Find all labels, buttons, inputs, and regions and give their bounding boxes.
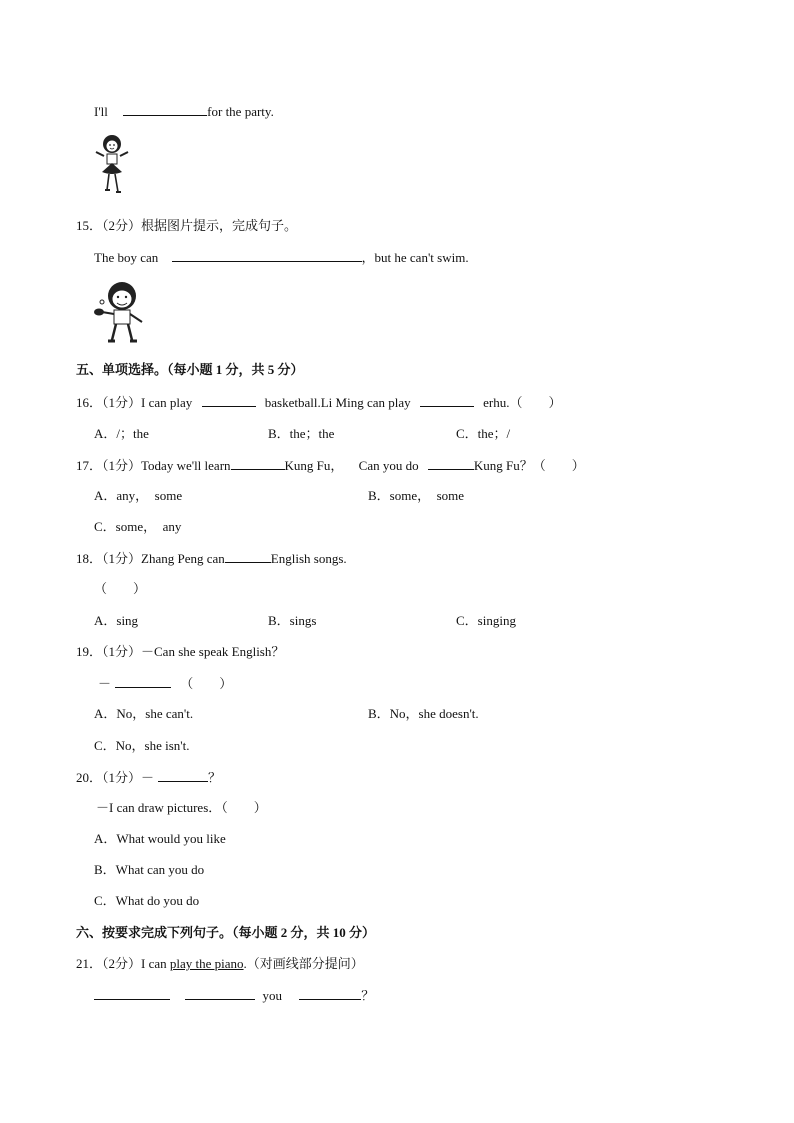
q19-question: －Can she speak English？ (141, 644, 285, 659)
q21-blank-1[interactable] (94, 987, 170, 1000)
q17-blank-2[interactable] (428, 457, 474, 470)
q21-blank-3[interactable] (299, 987, 361, 1000)
q17-option-c[interactable]: C．some， any (94, 519, 182, 534)
dancing-girl-illustration (92, 132, 132, 198)
q20-blank[interactable] (158, 769, 208, 782)
q14-prefix: I'll (94, 104, 108, 119)
q15-instruction: 根据图片提示，完成句子。 (141, 218, 298, 233)
q17-option-b[interactable]: B．some， some (368, 488, 465, 503)
q16-blank-1[interactable] (202, 394, 256, 407)
q17-text-2: Kung Fu， (284, 458, 344, 473)
q19-blank[interactable] (115, 675, 171, 688)
q19-option-c[interactable]: C．No，she isn't. (94, 738, 190, 753)
q17-blank-1[interactable] (231, 457, 285, 470)
section6-title: 六、按要求完成下列句子。（每小题 2 分，共 10 分） (76, 925, 376, 940)
q18-option-c[interactable]: C．singing (456, 613, 516, 628)
q14-suffix: for the party. (207, 104, 274, 119)
q17-text-3: Can you do (358, 458, 419, 473)
q16-blank-2[interactable] (420, 394, 474, 407)
boy-ping-pong-illustration (92, 278, 150, 348)
q14-answer-line (94, 103, 274, 120)
q20-number: 20．（1分） (76, 770, 142, 785)
q19-option-a[interactable]: A．No，she can't. (94, 706, 194, 721)
q16-stem (76, 394, 562, 411)
section5-title: 五、单项选择。（每小题 1 分，共 5 分） (76, 362, 304, 377)
q18-option-b[interactable]: B．sings (268, 613, 317, 628)
q18-stem (76, 550, 347, 567)
q20-dash: － (141, 770, 155, 785)
q15-number: 15．（2分） (76, 218, 142, 233)
q17-text-4: Kung Fu？（ ） (473, 458, 585, 473)
q20-reply: －I can draw pictures．（ ） (96, 800, 267, 815)
q17-number: 17．（1分） (76, 458, 142, 473)
q18-text-2: English songs. (270, 551, 347, 566)
q19-dash: － (98, 676, 112, 691)
q20-question-mark: ？ (208, 770, 222, 785)
q21-text-you: you (262, 988, 282, 1003)
q18-number: 18．（1分） (76, 551, 142, 566)
q21-question-mark: ？ (361, 988, 375, 1003)
q18-option-a[interactable]: A．sing (94, 613, 139, 628)
q17-stem (76, 457, 585, 474)
q18-answer-paren[interactable]: （ ） (94, 581, 147, 596)
q21-text-pre: I can (141, 956, 170, 971)
q15-prefix: The boy can (94, 250, 159, 265)
q21-blank-2[interactable] (185, 987, 255, 1000)
q19-option-b[interactable]: B．No，she doesn't. (368, 706, 479, 721)
q21-underlined-phrase: play the piano (169, 956, 244, 971)
q16-option-b[interactable]: B．the；the (268, 426, 335, 441)
q20-option-c[interactable]: C．What do you do (94, 893, 200, 908)
q16-text-2: basketball.Li Ming can play (264, 395, 411, 410)
q19-answer-line (98, 675, 232, 692)
q21-instruction: .（对画线部分提问） (243, 956, 364, 971)
q21-number: 21．（2分） (76, 956, 142, 971)
q20-stem (76, 769, 221, 786)
q15-blank[interactable] (172, 249, 362, 262)
q20-option-a[interactable]: A．What would you like (94, 831, 226, 846)
q21-stem (76, 956, 364, 972)
q15-suffix: ，but he can't swim. (361, 250, 469, 265)
q15-answer-line (94, 249, 469, 266)
q16-text-1: I can play (141, 395, 193, 410)
q16-number: 16．（1分） (76, 395, 142, 410)
q17-option-a[interactable]: A．any， some (94, 488, 183, 503)
q19-number: 19．（1分） (76, 644, 142, 659)
q14-blank[interactable] (123, 103, 207, 116)
q18-blank[interactable] (225, 550, 271, 563)
q17-text-1: Today we'll learn (141, 458, 231, 473)
q21-answer-line (94, 987, 374, 1004)
q18-text-1: Zhang Peng can (141, 551, 225, 566)
q19-stem (76, 644, 284, 660)
q20-option-b[interactable]: B．What can you do (94, 862, 205, 877)
q16-option-c[interactable]: C．the；/ (456, 426, 511, 441)
q19-answer-paren[interactable]: （ ） (180, 676, 233, 691)
q16-text-3: erhu.（ ） (483, 395, 562, 410)
q16-option-a[interactable]: A．/；the (94, 426, 149, 441)
q15-header (76, 218, 297, 234)
